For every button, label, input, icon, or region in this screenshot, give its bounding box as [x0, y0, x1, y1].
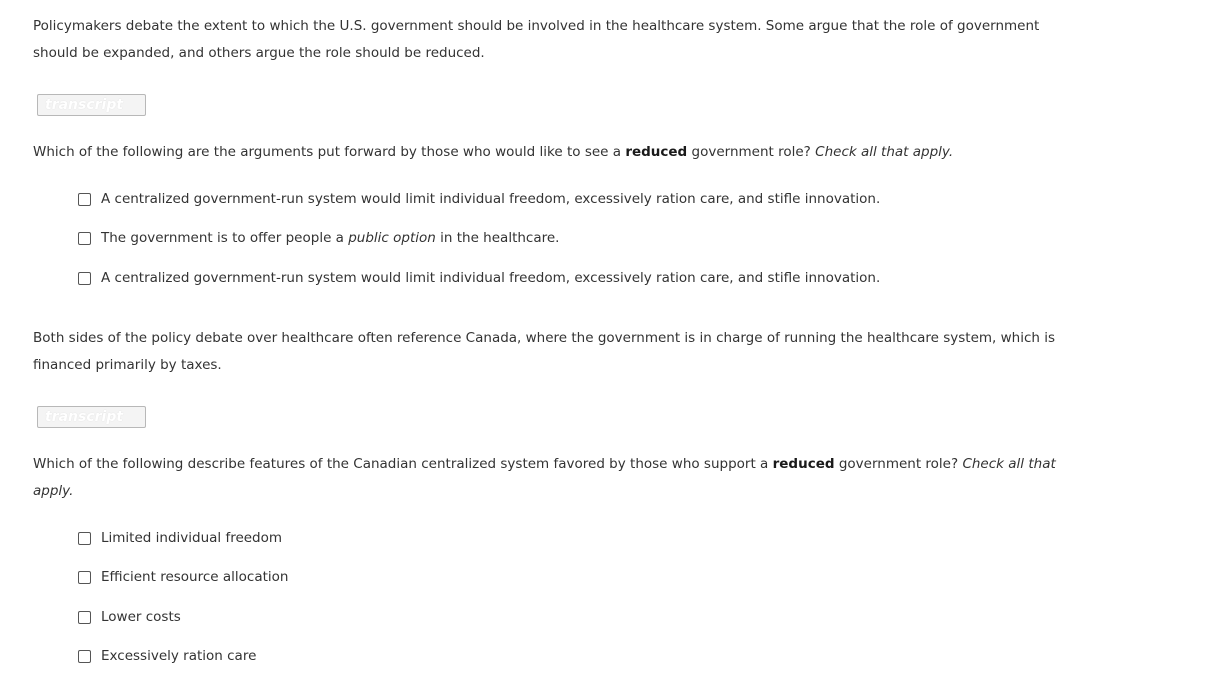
q1-option-3[interactable] — [78, 268, 880, 288]
q2-option-3-checkbox[interactable] — [78, 611, 91, 624]
q1-option-2-text: The government is to offer people a — [101, 230, 349, 246]
question-2-text: Which of the following describe features of the Canadian centralized system favored by those who support a — [33, 456, 773, 472]
q2-option-2-label: Efficient resource allocation — [101, 569, 289, 585]
question-1-text-end: government role? — [687, 144, 816, 160]
q1-option-3-checkbox[interactable] — [78, 272, 91, 285]
q2-option-2[interactable] — [78, 567, 288, 587]
q2-option-2-checkbox[interactable] — [78, 571, 91, 584]
q1-option-2-checkbox[interactable] — [78, 232, 91, 245]
q1-option-2-text-end: in the healthcare. — [435, 230, 560, 246]
q1-option-2-term: public option — [348, 230, 436, 246]
question-1 — [33, 139, 1073, 166]
q1-option-3-label: A centralized government-run system would limit individual freedom, excessively ration care, and stifle innovation. — [101, 270, 881, 286]
q2-option-4-label: Excessively ration care — [101, 648, 257, 664]
q2-option-4-checkbox[interactable] — [78, 650, 91, 663]
intro-paragraph-1: Policymakers debate the extent to which the U.S. government should be involved in the healthcare system. Some argue that the role of government should be expanded, and others argue the role should be reduced. — [33, 18, 1040, 61]
transcript-button-2[interactable]: transcript — [37, 406, 146, 428]
q1-option-1-label: A centralized government-run system would limit individual freedom, excessively ration care, and stifle innovation. — [101, 191, 881, 207]
question-2 — [33, 451, 1073, 505]
q1-option-2[interactable] — [78, 228, 559, 248]
question-2-emphasis: reduced — [772, 456, 835, 472]
question-1-text: Which of the following are the arguments put forward by those who would like to see a — [33, 144, 626, 160]
question-1-instruction: Check all that apply. — [815, 144, 954, 160]
q2-option-1-checkbox[interactable] — [78, 532, 91, 545]
q1-option-1[interactable] — [78, 189, 880, 209]
q2-option-4[interactable] — [78, 646, 256, 666]
q1-option-2-label — [101, 228, 559, 248]
q2-option-3[interactable] — [78, 607, 181, 627]
question-1-emphasis: reduced — [625, 144, 688, 160]
q2-option-3-label: Lower costs — [101, 609, 181, 625]
q2-option-1-label: Limited individual freedom — [101, 530, 283, 546]
q1-option-1-checkbox[interactable] — [78, 193, 91, 206]
transcript-button-1[interactable]: transcript — [37, 94, 146, 116]
question-2-instruction: Check all that apply. — [33, 456, 1056, 499]
q2-option-1[interactable] — [78, 528, 282, 548]
intro-paragraph-2: Both sides of the policy debate over healthcare often reference Canada, where the government is in charge of running the healthcare system, which is financed primarily by taxes. — [33, 330, 1056, 373]
question-2-text-end: government role? — [834, 456, 963, 472]
